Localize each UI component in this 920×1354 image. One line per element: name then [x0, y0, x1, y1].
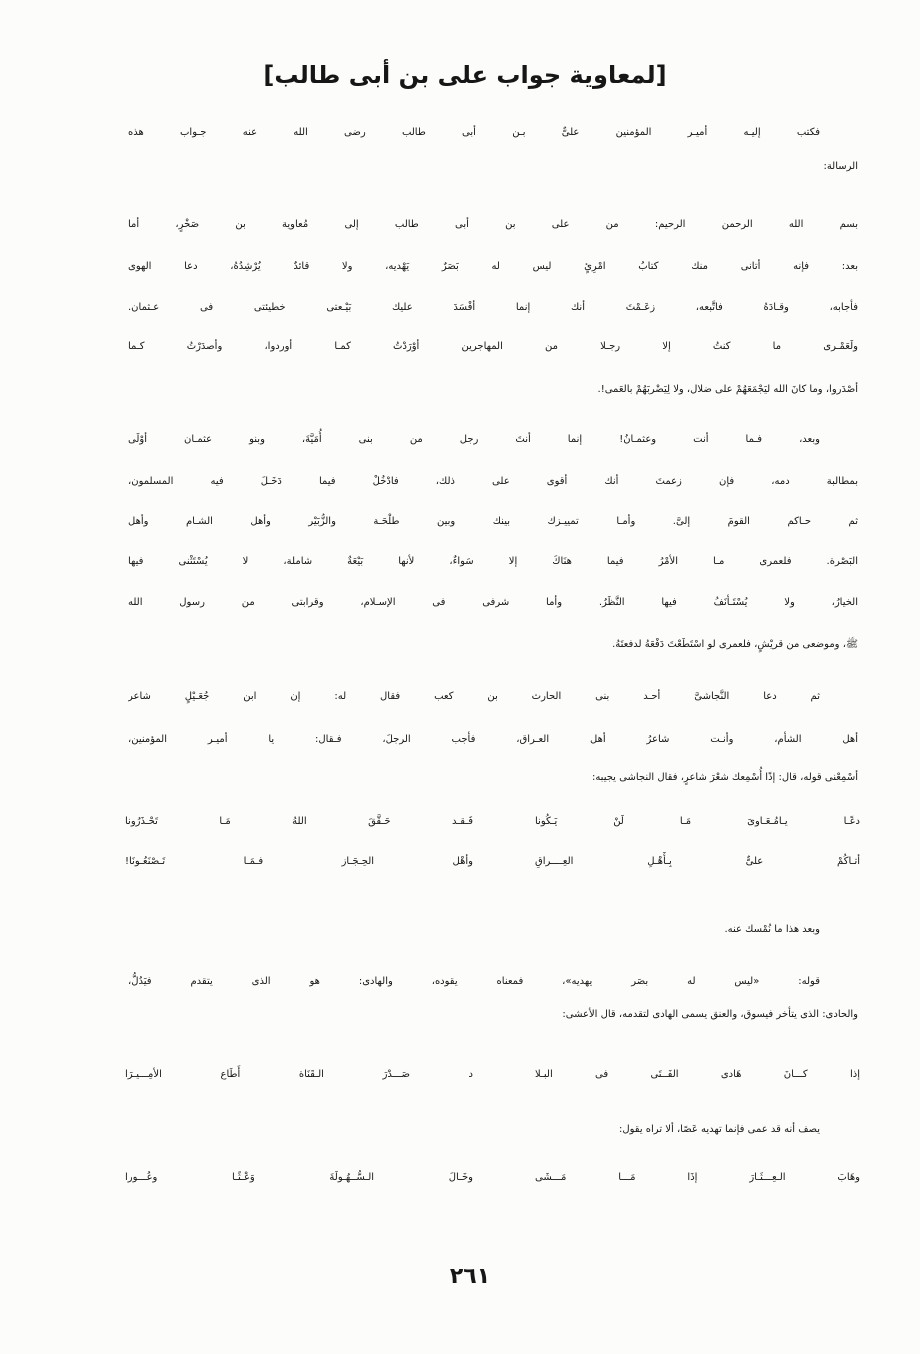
text-line: ﷺ، وموضعى من قريْشٍ، فلعمرى لو اسْتَطَعْتَ دَفْعَهُ لدفعتَهُ. — [612, 639, 858, 650]
text-line: وبعد، فـما أنت وعثمـانُ! إنما أنتَ رجل من بنى أُمَيَّةَ، وبنو عثمـان أوْلَى — [128, 434, 820, 445]
text-line: البَصْرة. فلعمرى مـا الأمْرُ فيما هنَاكَ إلا سَواءٌ، لأنها بَيْعَةٌ شاملة، لا يُسْتَثْنى فيها — [128, 556, 858, 567]
text-line: وبعد هذا ما نُمْسك عنه. — [724, 924, 820, 935]
verse-second-hemistich: فَـقـد حَـقَّقَ اللهُ مَـا تَحْـذَرُونا — [125, 816, 473, 827]
text-line: ولَعَمْـرى ما كنتُ إلا رجـلا من المهاجرين أوْرَدْتُ كمـا أوردوا، وأصدَرْتُ كـما — [128, 341, 858, 352]
text-line: ثم حـاكم القومَ إلىَّ. وأمـا تمييـزك بينك وبين طلْحَـة والزُّبَيْر وأهل الشـام وأهل — [128, 516, 858, 527]
text-line: بمطالبة دمه، فإن زعمتَ أنك أقوى على ذلك، فادْخُلْ فيما دَخَـلَ فيه المسلمون، — [128, 476, 858, 487]
text-line: فكتب إليـه أميـر المؤمنين علىٌّ بـن أبى طالب رضى الله عنه جـواب هذه — [128, 127, 820, 138]
text-line: أسْمِعْنى قوله، قال: إذًا أُسْمِعك شعْرَ شاعرٍ، فقال النجاشى يجيبه: — [591, 772, 858, 783]
text-line: الرسالة: — [823, 161, 858, 172]
verse-first-hemistich: دعًـا يـامُـعَـاوىَ مَـا لَنْ يَـكُونا — [535, 816, 860, 827]
verse-first-hemistich: أتـاكُمْ علىٌّ بِـأَهْـلِ العِــــراقِ — [535, 856, 860, 867]
text-line: بعد: فإنه أتانى منك كتابُ امْرِئٍ ليس له بَصَرٌ يَهْديه، ولا قائدٌ يُرْشِدُهُ، دعا الهوى — [128, 261, 858, 272]
text-line: أهل الشأم، وأنـت شاعرُ أهل العـراق، فأجب الرجلَ، فـقال: يا أميـر المؤمنين، — [128, 734, 858, 745]
text-line: ثم دعا النَّجاشىَّ أحـد بنى الحارث بن كعب فقال له: إن ابن جُعَـيْلٍ شاعر — [128, 691, 820, 702]
verse-first-hemistich: إذا كـــانَ هَادى الفَــتَى فى البـلا — [535, 1069, 860, 1080]
verse-second-hemistich: وخَـالَ الـسُّــهُـولَةَ وَعْـثًـا وعُـــورا — [125, 1172, 473, 1183]
text-line: قوله: «ليس له بصَر يهديه»، فمعناه يقوده، والهادى: هو الذى يتقدم فيَدُلُّ، — [128, 976, 820, 987]
text-line: فأجابه، وقـادَهُ فاتَّبعه، زعَـمْتَ أنك إنما أفْسَدَ عليك بَيْـعتى خطيئتى فى عـثمان. — [128, 302, 858, 313]
page-number: ٢٦١ — [449, 1264, 491, 1289]
text-line: الخيارُ، ولا يُسْتَـأنَفُ فيها النَّظَرُ. وأما شرفى فى الإسـلام، وقرابتى من رسول الله — [128, 597, 858, 608]
text-line: أصْدَروا، وما كانَ الله ليَجْمَعَهُمْ على ضلال، ولا لِيَضْربَهُمْ بالعَمى!. — [597, 384, 858, 395]
verse-second-hemistich: د صَـــدْرَ الـقَنَاة أَطَاع الأمِـــيـرَا — [125, 1069, 473, 1080]
text-line: يصف أنه قد عمى فإنما تهديه عَصًا، ألا تراه يقول: — [618, 1124, 820, 1135]
verse-second-hemistich: وأهْل الحِـجَـاز فـمَـا تَـصْنَعُـونَا! — [125, 856, 473, 867]
text-line: والحادى: الذى يتأخر فيسوق، والعنق يسمى الهادى لتقدمه، قال الأعشى: — [562, 1009, 858, 1020]
section-heading: [لمعاوية جواب على بن أبى طالب] — [263, 61, 667, 89]
text-line: بسم الله الرحمن الرحيم: من على بن أبى طالب إلى مُعاوية بن صَخْرٍ، أما — [128, 219, 858, 230]
verse-first-hemistich: وهَابَ الـعِـــثَـارَ إذَا مَـــا مَـــشَى — [535, 1172, 860, 1183]
